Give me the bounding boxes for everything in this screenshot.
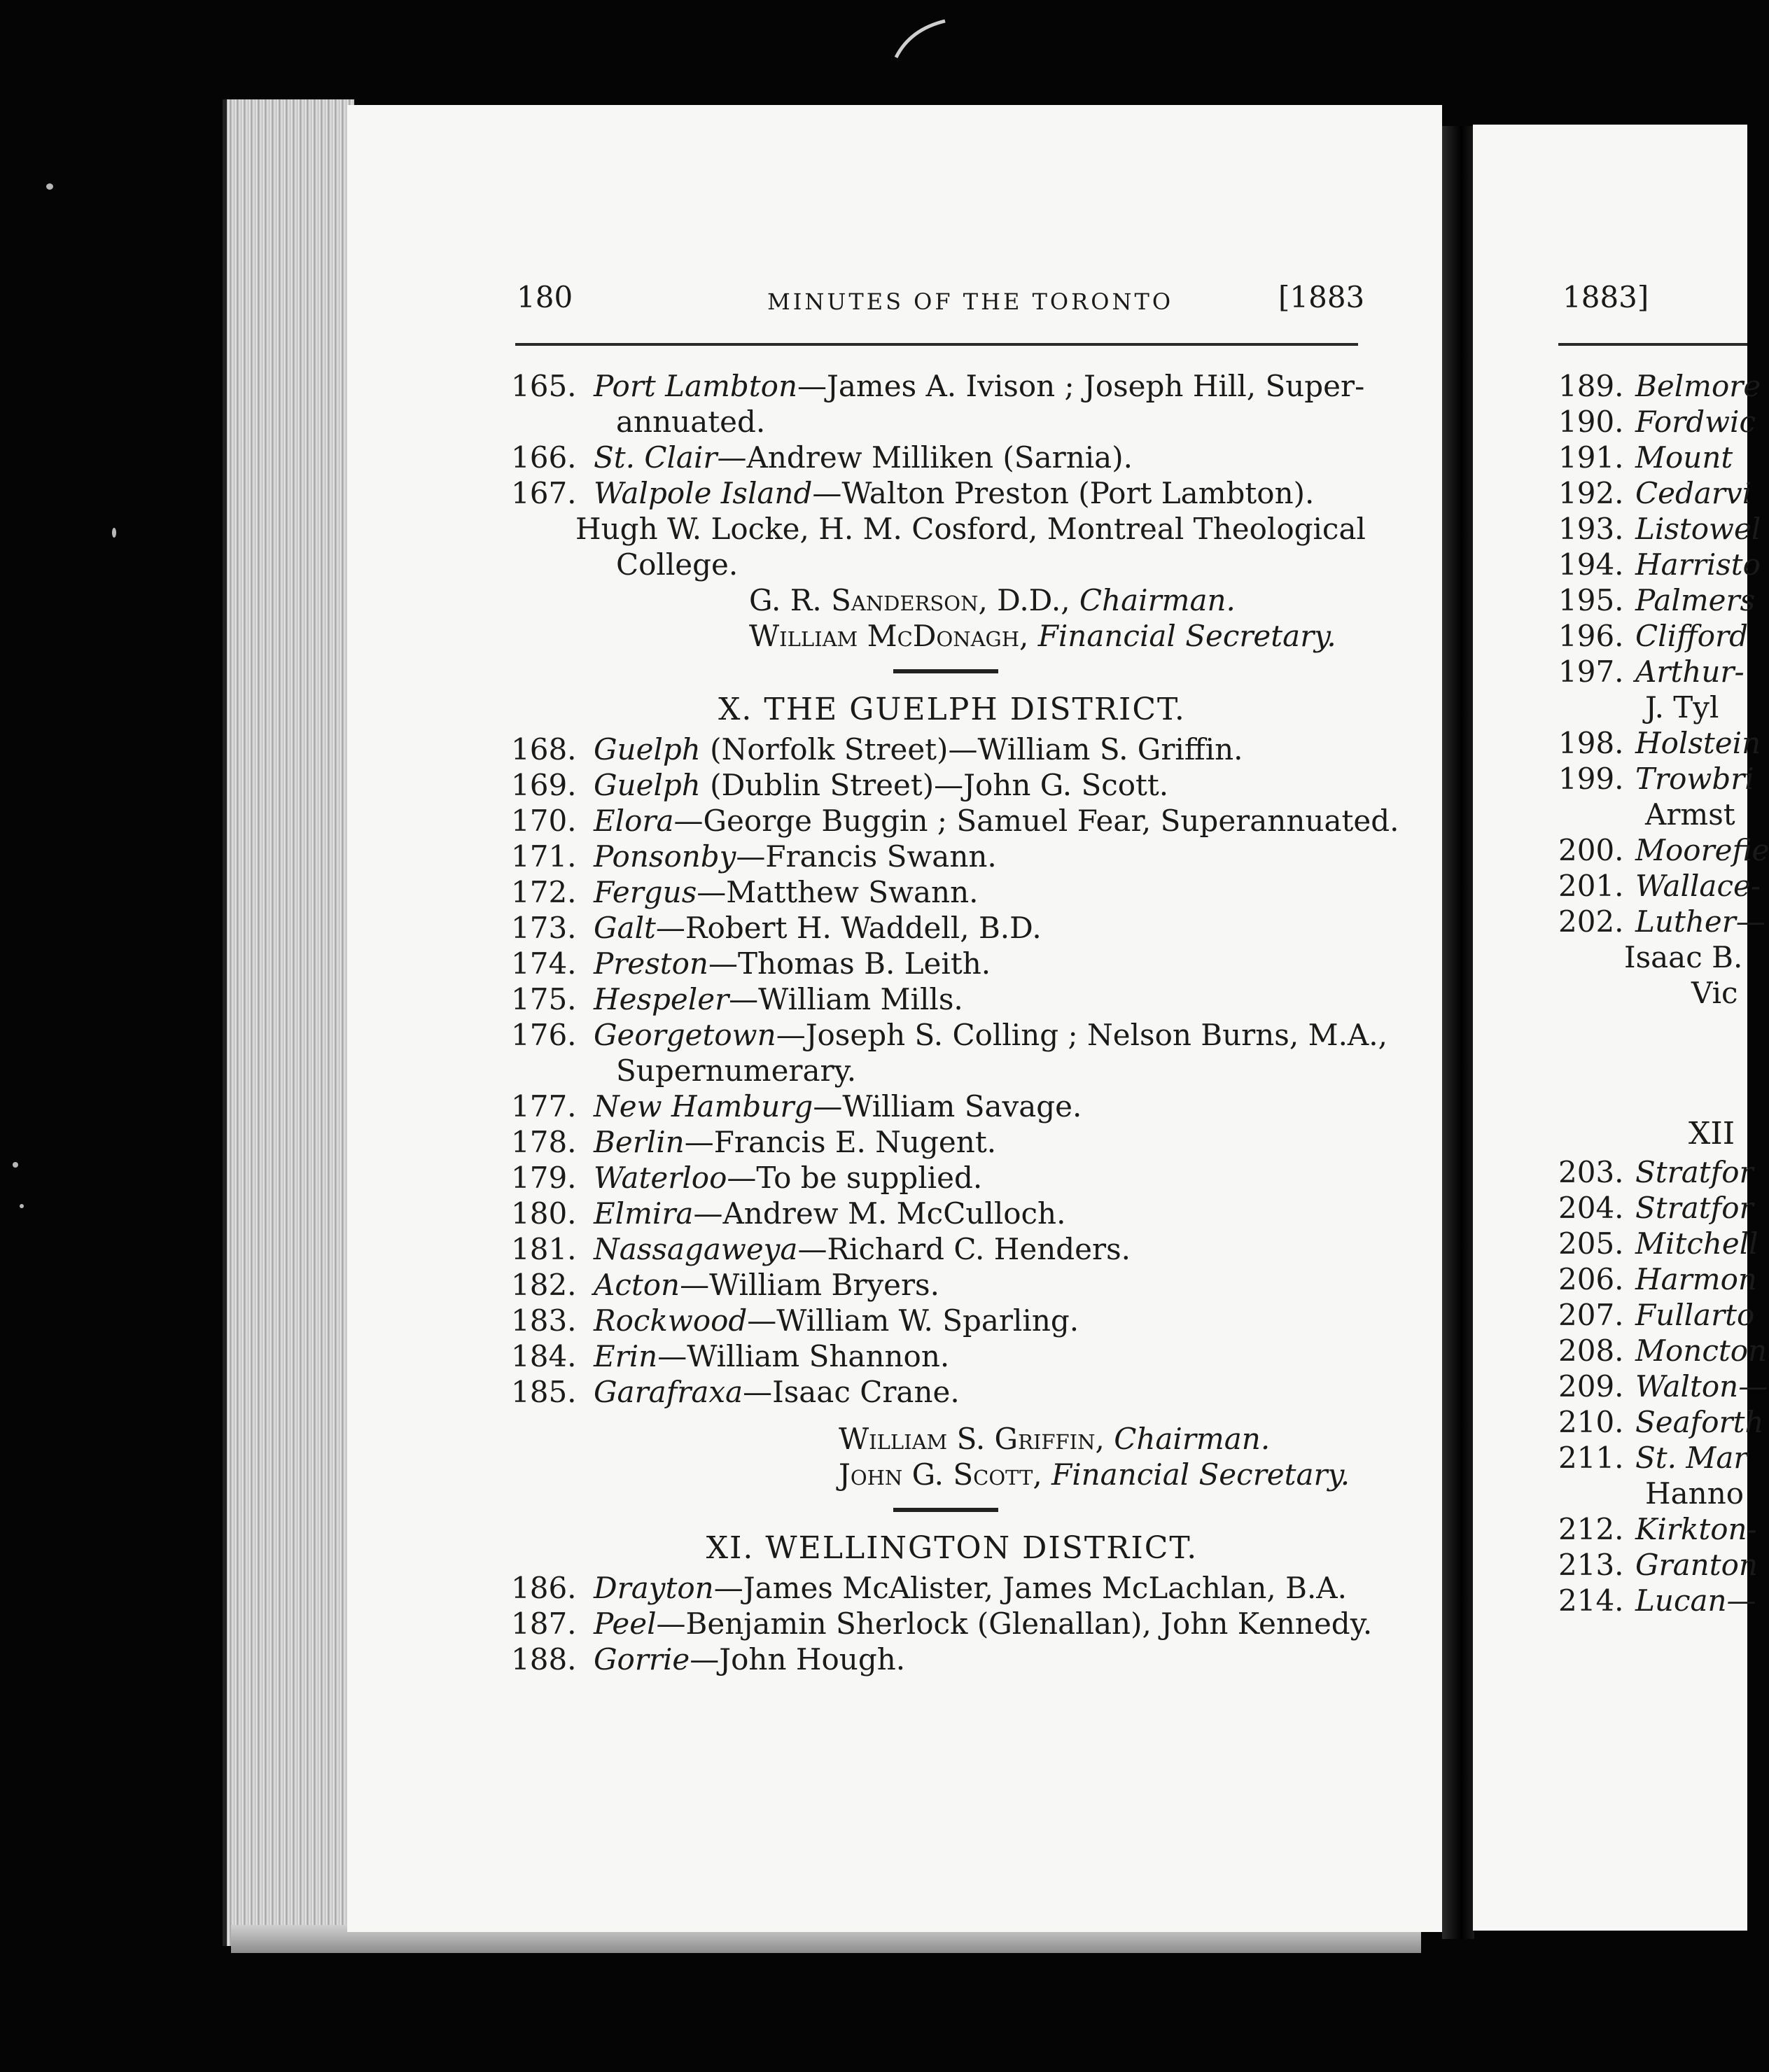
entry-number: 178. [511, 1125, 577, 1159]
section-divider [893, 1508, 998, 1512]
entry-number: 203. [1558, 1155, 1624, 1189]
entry-line [511, 910, 1365, 946]
entry-line [1558, 511, 1761, 547]
appointment-text: —Francis E. Nugent. [684, 1125, 997, 1159]
entry-number: 174. [511, 946, 577, 981]
entry-line [511, 1338, 1365, 1374]
entry-continuation: annuated. [616, 405, 766, 439]
circuit-name: Mount [1635, 440, 1733, 475]
circuit-name: Garafraxa [594, 1375, 743, 1409]
entry-line [511, 440, 1365, 475]
scan-speck [46, 183, 53, 190]
entry-line [511, 839, 1365, 874]
circuit-name: Wallace- [1635, 869, 1761, 903]
entry-number: 170. [511, 804, 577, 838]
right-page-text [1558, 368, 1769, 1618]
circuit-name: St. Clair [594, 440, 718, 475]
entry-number: 167. [511, 476, 577, 510]
section-divider [893, 669, 998, 673]
entry-line [511, 981, 1365, 1017]
circuit-name: Ponsonby [594, 839, 736, 874]
appointment-text: —William Shannon. [657, 1339, 950, 1373]
circuit-name: Port Lambton [594, 369, 798, 403]
entry-line [1558, 1583, 1756, 1618]
appointment-text: —John Hough. [690, 1642, 906, 1676]
circuit-name: Listowel [1635, 512, 1761, 546]
entry-line [1558, 582, 1756, 618]
appointment-text: —George Buggin ; Samuel Fear, Superannuated. [673, 804, 1399, 838]
appointment-text: —Matthew Swann. [697, 875, 979, 909]
entry-number: 196. [1558, 619, 1624, 653]
circuit-name: Walpole Island [594, 476, 813, 510]
circuit-name: Arthur- [1635, 654, 1744, 689]
entry-line [511, 368, 1365, 404]
entry-number: 190. [1558, 405, 1624, 439]
entry-number: 176. [511, 1018, 577, 1052]
page-number: 180 [517, 280, 573, 314]
entry-line [511, 767, 1365, 803]
note-line: College. [616, 547, 739, 582]
entry-number: 183. [511, 1303, 577, 1338]
appointment-text: —Thomas B. Leith. [708, 946, 991, 981]
entry-number: 197. [1558, 654, 1624, 689]
entry-number: 166. [511, 440, 577, 475]
circuit-name: Lucan— [1635, 1583, 1756, 1618]
entry-line [1558, 618, 1747, 654]
circuit-name: New Hamburg [594, 1089, 813, 1124]
appointment-text: —Walton Preston (Port Lambton). [812, 476, 1315, 510]
entry-line [511, 1196, 1365, 1231]
circuit-name: Moorefie [1635, 833, 1769, 867]
entry-line [1558, 404, 1756, 440]
appointment-text: —James A. Ivison ; Joseph Hill, Super- [797, 369, 1365, 403]
entry-line [511, 946, 1365, 981]
entry-number: 165. [511, 369, 577, 403]
entry-line [1558, 1297, 1755, 1333]
circuit-name: Elora [594, 804, 674, 838]
entry-number: 179. [511, 1161, 577, 1195]
circuit-name: Mitchell [1635, 1226, 1758, 1261]
entry-number: 194. [1558, 547, 1624, 582]
signature-chairman: G. R. Sanderson, D.D., Chairman. [749, 583, 1236, 617]
entry-number: 212. [1558, 1512, 1624, 1546]
circuit-name: Guelph [594, 768, 701, 802]
entry-line [511, 1160, 1365, 1196]
entry-number: 189. [1558, 369, 1624, 403]
entry-number: 184. [511, 1339, 577, 1373]
entry-number: 168. [511, 732, 577, 766]
entry-line [1558, 1547, 1758, 1583]
entry-number: 205. [1558, 1226, 1624, 1261]
entry-number: 208. [1558, 1334, 1624, 1368]
appointment-text: —Francis Swann. [736, 839, 997, 874]
appointment-text: (Norfolk Street)—William S. Griffin. [700, 732, 1243, 766]
appointment-text: —William W. Sparling. [747, 1303, 1079, 1338]
district-heading: X. THE GUELPH DISTRICT. [718, 692, 1186, 727]
entry-list [1558, 1154, 1768, 1618]
entry-number: 213. [1558, 1548, 1624, 1582]
entry-line [1558, 1261, 1757, 1297]
entry-number: 171. [511, 839, 577, 874]
entry-line [1558, 761, 1754, 797]
circuit-name: Rockwood [594, 1303, 748, 1338]
circuit-name: Clifford [1635, 619, 1749, 653]
entry-line [1558, 1404, 1764, 1440]
signature-secretary: William McDonagh, Financial Secretary. [749, 619, 1336, 653]
entry-number: 181. [511, 1232, 577, 1266]
entry-line [1558, 1511, 1757, 1547]
appointment-text: —Richard C. Henders. [797, 1232, 1131, 1266]
circuit-name: Holstein [1635, 726, 1761, 760]
entry-line [1558, 1368, 1768, 1404]
entry-line [511, 1017, 1387, 1053]
entry-number: 199. [1558, 762, 1624, 796]
entry-line [1558, 547, 1761, 582]
scan-mark [889, 15, 952, 64]
entry-number: 193. [1558, 512, 1624, 546]
header-rule [515, 343, 1358, 346]
appointment-text: —Andrew M. McCulloch. [693, 1196, 1066, 1231]
entry-number: 180. [511, 1196, 577, 1231]
entry-number: 188. [511, 1642, 577, 1676]
circuit-name: Acton [594, 1268, 680, 1302]
entry-number: 202. [1558, 904, 1624, 939]
entry-number: 210. [1558, 1405, 1624, 1439]
entry-line [511, 1088, 1365, 1124]
entry-number: 186. [511, 1571, 577, 1605]
entry-line [511, 1124, 1365, 1160]
note-line: Hugh W. Locke, H. M. Cosford, Montreal Theological [575, 512, 1366, 546]
entry-number: 185. [511, 1375, 577, 1409]
circuit-name: Belmore [1635, 369, 1761, 403]
entry-list [511, 368, 1365, 511]
appointment-text: —Joseph S. Colling ; Nelson Burns, M.A., [776, 1018, 1387, 1052]
district-heading: XII [1688, 1116, 1735, 1152]
entry-number: 191. [1558, 440, 1624, 475]
entry-number: 214. [1558, 1583, 1624, 1618]
entry-line [1558, 654, 1747, 690]
circuit-name: Stratfor [1635, 1191, 1754, 1225]
entry-list [511, 1570, 1373, 1677]
circuit-name: Guelph [594, 732, 701, 766]
entry-line [1558, 475, 1752, 511]
entry-continuation: Supernumerary. [616, 1054, 857, 1088]
circuit-name: Drayton [594, 1571, 714, 1605]
entry-continuation: Hanno [1645, 1476, 1744, 1511]
entry-number: 172. [511, 875, 577, 909]
appointment-text: —Isaac Crane. [743, 1375, 960, 1409]
circuit-name: Harristo [1635, 547, 1761, 582]
entry-line [1558, 1226, 1758, 1261]
circuit-name: Hespeler [594, 982, 729, 1016]
entry-line [511, 1374, 1365, 1410]
circuit-name: Waterloo [594, 1161, 727, 1195]
entry-number: 201. [1558, 869, 1624, 903]
entry-number: 177. [511, 1089, 577, 1124]
header-rule [1558, 343, 1747, 346]
signature-secretary: John G. Scott, Financial Secretary. [839, 1457, 1350, 1492]
entry-line [511, 1606, 1373, 1642]
circuit-name: Preston [594, 946, 708, 981]
entry-number: 198. [1558, 726, 1624, 760]
entry-number: 204. [1558, 1191, 1624, 1225]
entry-number: 211. [1558, 1441, 1624, 1475]
appointment-text: —To be supplied. [727, 1161, 983, 1195]
appointment-text: —Andrew Milliken (Sarnia). [717, 440, 1133, 475]
appointment-text: —William Savage. [813, 1089, 1082, 1124]
note-line: Vic [1691, 976, 1738, 1010]
circuit-name: Galt [594, 911, 656, 945]
left-page-text [511, 368, 1399, 1677]
circuit-name: Palmers [1635, 583, 1756, 617]
entry-continuation: J. Tyl [1645, 690, 1719, 724]
circuit-name: Kirkton- [1635, 1512, 1757, 1546]
circuit-name: Cedarvi [1635, 476, 1752, 510]
circuit-name: Erin [594, 1339, 658, 1373]
right-running-year: 1883] [1562, 280, 1649, 314]
scan-speck [112, 528, 116, 538]
circuit-name: Peel [594, 1606, 657, 1641]
appointment-text: —William Bryers. [680, 1268, 939, 1302]
circuit-name: Granton [1635, 1548, 1758, 1582]
circuit-name: Trowbri [1635, 762, 1754, 796]
appointment-text: —James McAlister, James McLachlan, B.A. [713, 1571, 1347, 1605]
entry-line [1558, 832, 1769, 868]
entry-number: 187. [511, 1606, 577, 1641]
entry-line [511, 1231, 1365, 1267]
circuit-name: Nassagaweya [594, 1232, 798, 1266]
appointment-text: —Robert H. Waddell, B.D. [655, 911, 1042, 945]
entry-number: 173. [511, 911, 577, 945]
entry-line [1558, 368, 1761, 404]
entry-list [511, 732, 1399, 1410]
entry-line [1558, 440, 1747, 475]
note-line: Isaac B. [1624, 940, 1743, 974]
circuit-name: Fordwic [1635, 405, 1756, 439]
scan-speck [20, 1204, 24, 1208]
entry-number: 195. [1558, 583, 1624, 617]
running-year: [1883 [1278, 280, 1365, 314]
entry-number: 175. [511, 982, 577, 1016]
entry-line [511, 1642, 1365, 1677]
entry-line [1558, 904, 1765, 939]
page-stack-edge [223, 99, 354, 1946]
entry-line [1558, 1154, 1754, 1190]
entry-line [1558, 868, 1761, 904]
appointment-text: —William Mills. [729, 982, 963, 1016]
circuit-name: St. Mar [1635, 1441, 1748, 1475]
entry-line [511, 1570, 1365, 1606]
entry-continuation: Armst [1645, 797, 1735, 832]
entry-number: 169. [511, 768, 577, 802]
circuit-name: Walton— [1635, 1369, 1768, 1404]
signature-chairman: William S. Griffin, Chairman. [839, 1422, 1271, 1456]
entry-number: 209. [1558, 1369, 1624, 1404]
circuit-name: Gorrie [594, 1642, 690, 1676]
circuit-name: Luther— [1635, 904, 1765, 939]
entry-number: 207. [1558, 1298, 1624, 1332]
circuit-name: Fullarto [1635, 1298, 1755, 1332]
entry-line [1558, 725, 1761, 761]
entry-line [511, 1267, 1365, 1303]
scan-speck [13, 1162, 18, 1168]
circuit-name: Berlin [594, 1125, 685, 1159]
entry-line [1558, 1440, 1747, 1476]
appointment-text: —Benjamin Sherlock (Glenallan), John Kennedy. [656, 1606, 1373, 1641]
entry-list [1558, 368, 1769, 939]
entry-line [511, 803, 1399, 839]
circuit-name: Fergus [594, 875, 697, 909]
circuit-name: Elmira [594, 1196, 694, 1231]
running-title: MINUTES OF THE TORONTO [767, 288, 1174, 315]
entry-number: 192. [1558, 476, 1624, 510]
entry-line [511, 732, 1365, 767]
book-gutter [1442, 126, 1474, 1939]
entry-number: 200. [1558, 833, 1624, 867]
entry-line [511, 874, 1365, 910]
entry-line [1558, 1190, 1754, 1226]
district-heading: XI. WELLINGTON DISTRICT. [706, 1530, 1198, 1566]
circuit-name: Stratfor [1635, 1155, 1754, 1189]
circuit-name: Moncton [1635, 1334, 1768, 1368]
entry-line [511, 475, 1365, 511]
entry-line [511, 1303, 1365, 1338]
circuit-name: Georgetown [594, 1018, 776, 1052]
appointment-text: (Dublin Street)—John G. Scott. [700, 768, 1169, 802]
entry-number: 182. [511, 1268, 577, 1302]
circuit-name: Seaforth [1635, 1405, 1764, 1439]
entry-line [1558, 1333, 1768, 1368]
circuit-name: Harmon [1635, 1262, 1757, 1296]
entry-number: 206. [1558, 1262, 1624, 1296]
